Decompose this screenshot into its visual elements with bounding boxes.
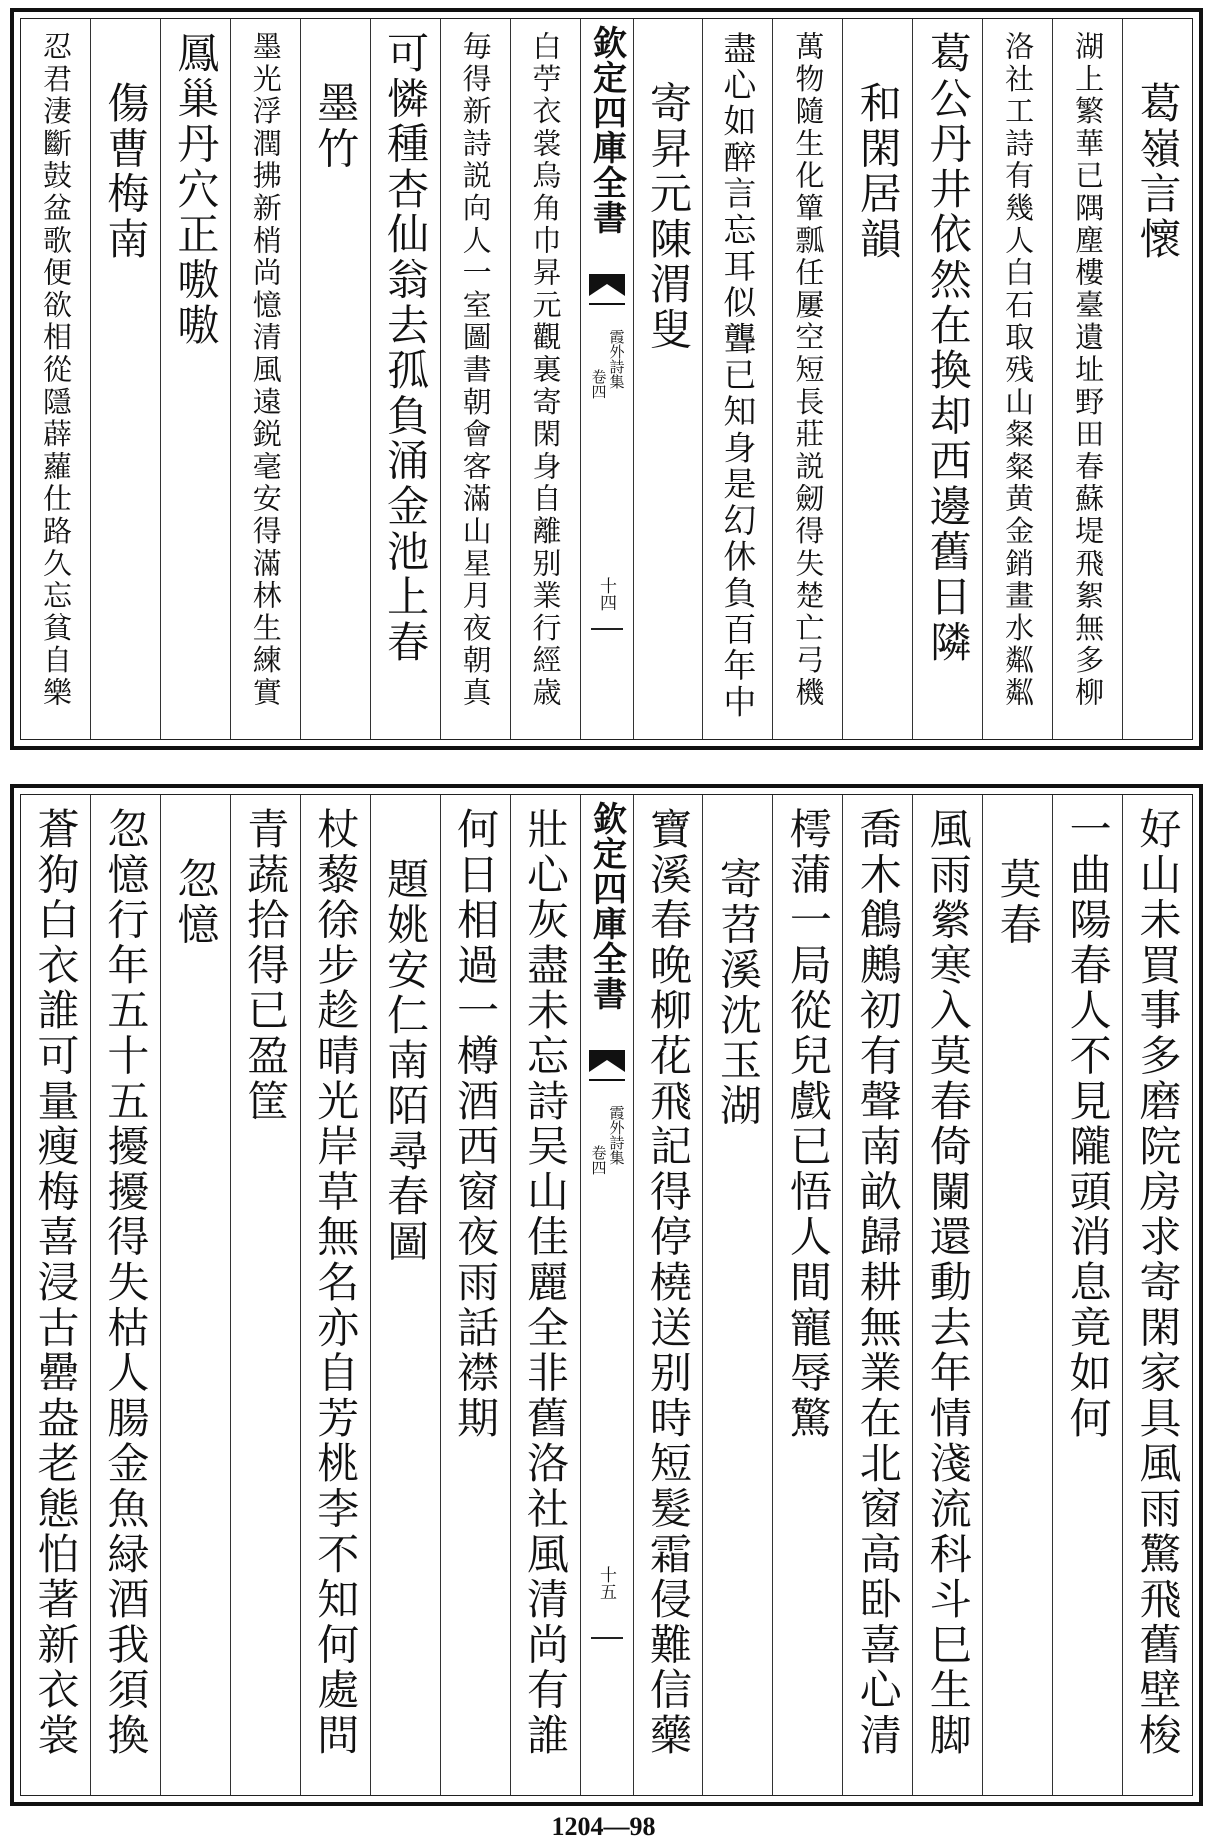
poem-title: 題姚安仁南陌尋春圖 (381, 857, 431, 1265)
center-margin-column (580, 795, 633, 1795)
verse-line: 風雨縈寒入莫春倚闌還動去年情淺流科斗巳生脚 (923, 807, 973, 1759)
poem-title: 傷曹梅南 (101, 81, 151, 263)
text-column (912, 795, 982, 1795)
poem-title-column (702, 795, 772, 1795)
text-column (702, 19, 772, 739)
verse-line: 忽憶行年五十五擾擾得失枯人腸金魚緑酒我須換 (101, 807, 151, 1759)
text-column (21, 19, 90, 739)
poem-title: 葛嶺言懷 (1133, 81, 1183, 263)
library-title: 欽定四庫全書 (586, 801, 627, 1011)
text-column (842, 795, 912, 1795)
text-column (982, 19, 1052, 739)
verse-line: 杖藜徐步趁晴光岸草無名亦自芳桃李不知何處問 (311, 807, 361, 1759)
text-column (510, 19, 580, 739)
verse-line: 葛公丹井依然在換却西邊舊日隣 (923, 31, 973, 666)
verse-line: 忍君淒斷鼓盆歌便欲相從隱薜蘿仕路久忘貧自樂 (38, 31, 73, 710)
verse-line: 白苧衣裳烏角巾昇元觀裏寄閑身自離别業行經歳 (528, 31, 563, 710)
poem-title-column (90, 19, 160, 739)
volume-label: 卷四 (589, 369, 608, 399)
text-column (912, 19, 982, 739)
poem-title-column (1122, 19, 1192, 739)
verse-line: 萬物隨生化簞瓢任屢空短長莊説劒得失楚亡弓機 (791, 31, 826, 710)
poem-title-column (370, 795, 440, 1795)
text-column (160, 19, 230, 739)
verse-line: 青蔬拾得已盈筐 (241, 807, 291, 1125)
verse-line: 毎得新詩説向人一室圖書朝會客滿山星月夜朝真 (458, 31, 493, 710)
text-column (1122, 795, 1192, 1795)
book-title: 霞外詩集 (607, 1105, 626, 1165)
text-column (510, 795, 580, 1795)
library-title: 欽定四庫全書 (586, 25, 627, 235)
text-column (230, 19, 300, 739)
verse-line: 鳳巢丹穴正嗷嗷 (171, 31, 221, 349)
lower-page-columns (20, 794, 1193, 1796)
text-column (370, 19, 440, 739)
verse-line: 盡心如醉言忘耳似聾已知身是幻休負百年中 (718, 31, 758, 721)
text-column (230, 795, 300, 1795)
lower-page-panel (10, 784, 1203, 1806)
poem-title-column (633, 19, 703, 739)
poem-title: 和閑居韻 (853, 81, 903, 263)
text-column (440, 795, 510, 1795)
page-reference: 1204—98 (551, 1812, 656, 1841)
folio-number: 十五 (596, 1566, 616, 1600)
verse-line: 一曲陽春人不見隴頭消息竟如何 (1063, 807, 1113, 1442)
verse-line: 蒼狗白衣誰可量瘦梅喜浸古罍盎老態怕著新衣裳 (31, 807, 81, 1759)
verse-line: 寶溪春晚柳花飛記得停橈送别時短髮霜侵難信藥 (643, 807, 693, 1759)
text-column (440, 19, 510, 739)
text-column (90, 795, 160, 1795)
poem-title: 寄昇元陳渭叟 (643, 81, 693, 353)
verse-line: 樗蒲一局從兒戲已悟人間寵辱驚 (783, 807, 833, 1442)
folio-number: 十四 (596, 577, 616, 611)
text-column (1052, 19, 1122, 739)
verse-line: 墨光浮潤拂新梢尚憶清風遠鋭毫安得滿林生練實 (248, 31, 283, 710)
fishtail-ornament-icon (589, 1050, 625, 1096)
folio-rule (591, 1637, 623, 1639)
poem-title-column (842, 19, 912, 739)
text-column (300, 795, 370, 1795)
upper-page-panel (10, 8, 1203, 750)
center-margin-column (580, 19, 633, 739)
verse-line: 壯心灰盡未忘詩吴山佳麗全非舊洛社風清尚有誰 (521, 807, 571, 1759)
poem-title-column (160, 795, 230, 1795)
text-column (772, 795, 842, 1795)
text-column (633, 795, 703, 1795)
poem-title-column (300, 19, 370, 739)
verse-line: 好山未買事多磨院房求寄閑家具風雨驚飛舊壁梭 (1133, 807, 1183, 1759)
verse-line: 喬木鶬鶊初有聲南畝歸耕無業在北窗高卧喜心清 (853, 807, 903, 1759)
verse-line: 何日相過一樽酒西窗夜雨話襟期 (451, 807, 501, 1442)
book-title: 霞外詩集 (607, 329, 626, 389)
poem-title-column (982, 795, 1052, 1795)
poem-title: 忽憶 (171, 857, 221, 948)
text-column (772, 19, 842, 739)
poem-title: 寄苕溪沈玉湖 (713, 857, 763, 1129)
poem-title: 墨竹 (311, 81, 361, 172)
fishtail-ornament-icon (589, 274, 625, 320)
folio-rule (591, 628, 623, 630)
verse-line: 湖上繁華已隅塵樓臺遺址野田春蘇堤飛絮無多柳 (1071, 31, 1106, 710)
verse-line: 可憐種杏仙翁去孤負涌金池上春 (381, 31, 431, 666)
text-column (1052, 795, 1122, 1795)
volume-label: 卷四 (589, 1145, 608, 1175)
verse-line: 洛社工詩有幾人白石取残山粲粲黄金銷畫水粼粼 (1001, 31, 1036, 710)
poem-title: 莫春 (993, 857, 1043, 948)
upper-page-columns (20, 18, 1193, 740)
text-column (21, 795, 90, 1795)
